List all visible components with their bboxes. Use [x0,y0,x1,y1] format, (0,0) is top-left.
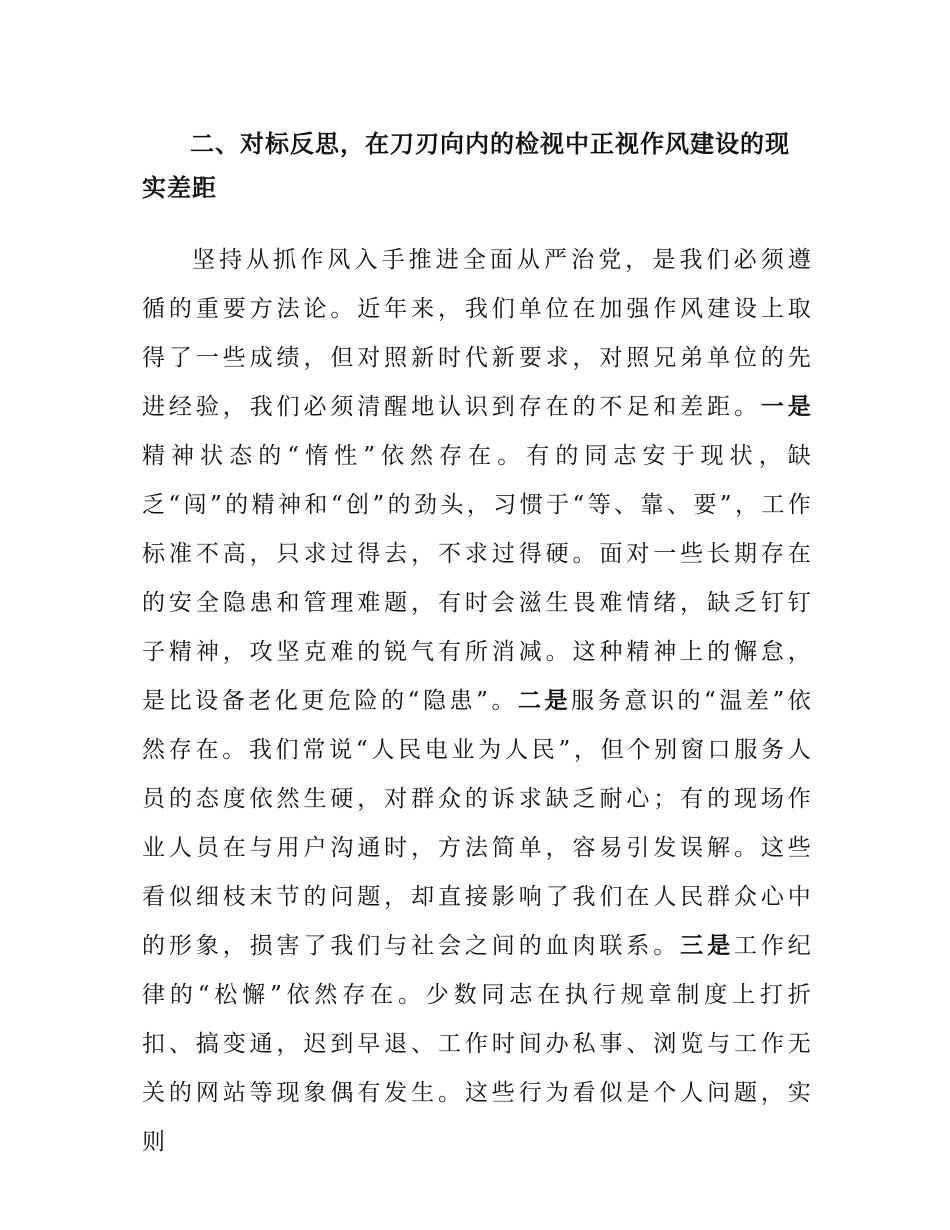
paragraph-intro: 坚持从抓作风入手推进全面从严治党，是我们必须遵循的重要方法论。近年来，我们单位在加强作风建设上取得了一些成绩，但对照新时代新要求，对照兄弟单位的先进经验，我们必须清醒地认识到存在的不足和差距。 [142,247,814,420]
point-1-label: 一是 [760,394,814,420]
section-heading: 二、对标反思，在刀刃向内的检视中正视作风建设的现实差距 [142,130,790,202]
point-2-label: 二是 [518,688,572,714]
point-3-label: 三是 [680,933,734,959]
point-1-text: 精神状态的“惰性”依然存在。有的同志安于现状，缺乏“闯”的精神和“创”的劲头，习惯于“等、靠、要”，工作标准不高，只求过得去，不求过得硬。面对一些长期存在的安全隐患和管理难题，有时会滋生畏难情绪，缺乏钉钉子精神，攻坚克难的锐气有所消减。这种精神上的懈怠，是比设备老化更危险的“隐患”。 [142,443,814,714]
point-2-text: 服务意识的“温差”依然存在。我们常说“人民电业为人民”，但个别窗口服务人员的态度依然生硬，对群众的诉求缺乏耐心；有的现场作业人员在与用户沟通时，方法简单，容易引发误解。这些看似细枝末节的问题，却直接影响了我们在人民群众心中的形象，损害了我们与社会之间的血肉联系。 [142,688,814,959]
point-3-text: 工作纪律的“松懈”依然存在。少数同志在执行规章制度上打折扣、搞变通，迟到早退、工作时间办私事、浏览与工作无关的网站等现象偶有发生。这些行为看似是个人问题，实则 [142,933,814,1155]
body-paragraph [142,236,814,1167]
